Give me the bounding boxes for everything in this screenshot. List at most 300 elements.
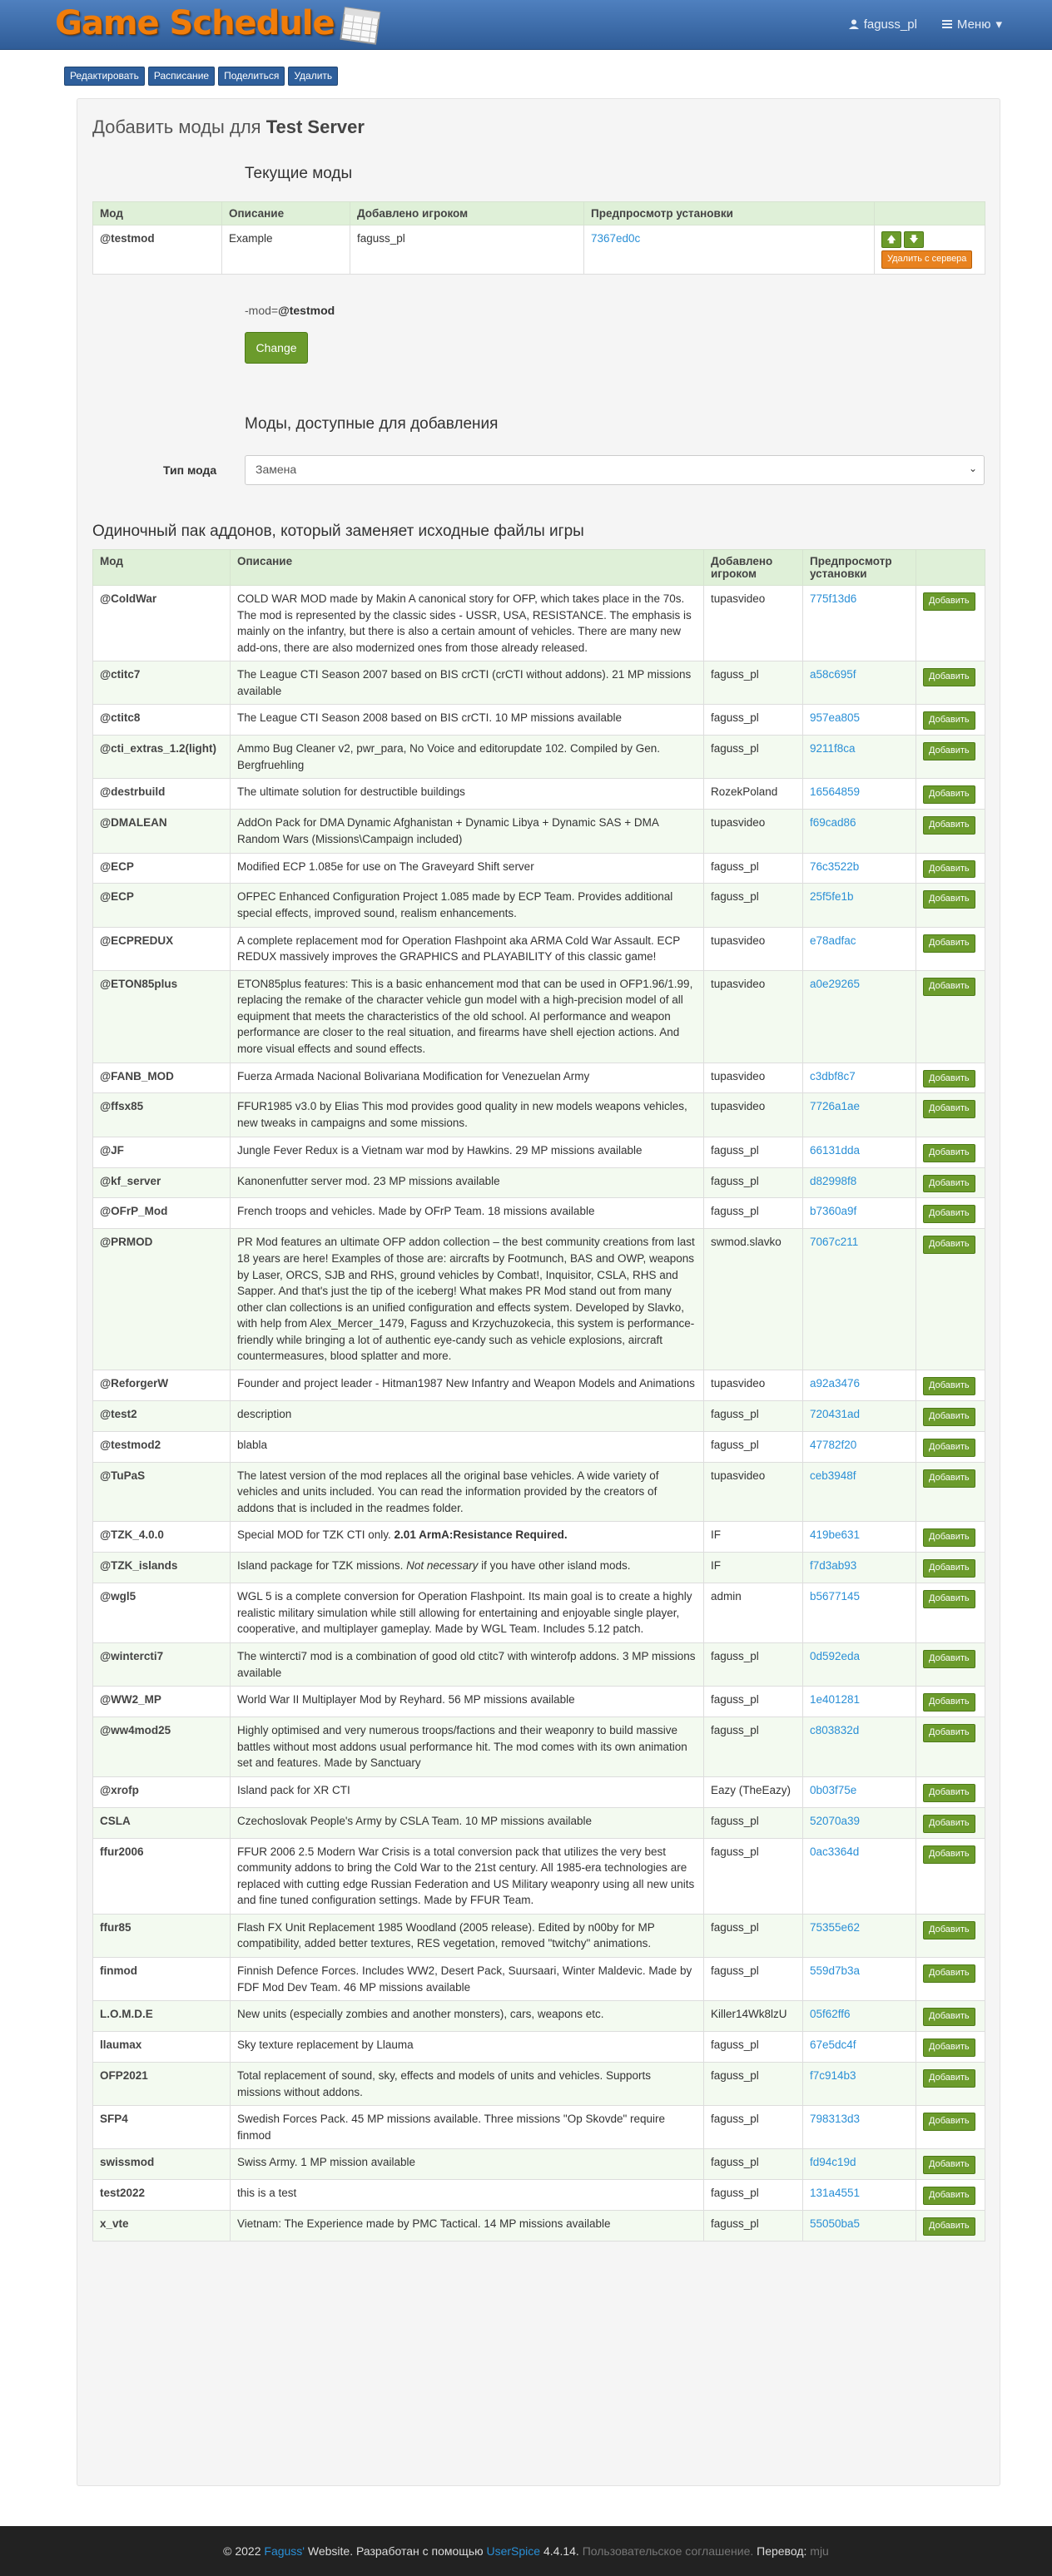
preview-cell (803, 970, 916, 1063)
add-mod-button[interactable]: Добавить (923, 978, 975, 996)
copyright-year: © 2022 (223, 2544, 261, 2558)
mod-name: @testmod2 (93, 1431, 231, 1462)
mod-description: COLD WAR MOD made by Makin A canonical story for OFP, which takes place in the 70s. The mod is represented by the classic sides - USSR, USA, RESISTANCE. The emphasis is mainly on the infantry, but there is also a certain amount of vehicles. There are many new add-ons, there are also modernized ones from those already released. (231, 586, 704, 661)
preview-link[interactable]: 775f13d6 (810, 592, 857, 605)
table-row (93, 1137, 985, 1167)
add-mod-button[interactable]: Добавить (923, 592, 975, 611)
add-mod-button[interactable]: Добавить (923, 785, 975, 804)
table-row (93, 1957, 985, 2000)
available-mods-table (92, 549, 985, 2242)
mod-name: @cti_extras_1.2(light) (93, 736, 231, 779)
actions-cell (916, 1522, 985, 1553)
add-mod-button[interactable]: Добавить (923, 1845, 975, 1864)
actions-cell (916, 1957, 985, 2000)
table-row (93, 1229, 985, 1370)
add-mod-button[interactable]: Добавить (923, 1724, 975, 1742)
move-down-button[interactable] (904, 231, 924, 248)
description-text: Island package for TZK missions. (237, 1559, 407, 1573)
preview-cell (803, 1838, 916, 1914)
table-row (93, 586, 985, 661)
menu-label: Меню (956, 17, 991, 32)
mod-name: @ctitc8 (93, 705, 231, 736)
preview-link[interactable]: 25f5fe1b (810, 890, 854, 904)
mod-description: The wintercti7 mod is a combination of good old ctitc7 with winterofp addons. 3 MP missions available (231, 1642, 704, 1686)
add-mod-button[interactable]: Добавить (923, 2069, 975, 2088)
server-toolbar (64, 67, 338, 86)
added-by: Killer14Wk8lzU (704, 2001, 803, 2032)
actions-cell (916, 2211, 985, 2242)
actions-cell (916, 1462, 985, 1522)
add-mod-button[interactable]: Добавить (923, 1175, 975, 1193)
preview-cell (803, 1583, 916, 1643)
preview-link[interactable]: d82998f8 (810, 1174, 857, 1187)
userspice-link[interactable]: UserSpice (486, 2544, 541, 2558)
preview-cell (803, 2149, 916, 2180)
preview-link[interactable]: 7726a1ae (810, 1100, 861, 1113)
actions-cell (916, 1838, 985, 1914)
mod-description: Founder and project leader - Hitman1987 New Infantry and Weapon Models and Animations (231, 1370, 704, 1400)
site-logo[interactable]: Game Schedule (55, 3, 383, 47)
added-by: tupasvideo (704, 586, 803, 661)
added-by: faguss_pl (704, 2180, 803, 2211)
add-mod-button[interactable]: Добавить (923, 1469, 975, 1488)
mod-description: FFUR1985 v3.0 by Elias This mod provides good quality in new models weapons vehicles, new tweaks in campaigns and some missions. (231, 1093, 704, 1137)
actions-cell (916, 779, 985, 810)
actions-cell (916, 853, 985, 884)
mod-name: finmod (93, 1957, 231, 2000)
add-mod-button[interactable]: Добавить (923, 1559, 975, 1578)
preview-cell (803, 661, 916, 705)
table-row (93, 779, 985, 810)
preview-link[interactable]: 66131dda (810, 1143, 861, 1157)
preview-link[interactable]: f7d3ab93 (810, 1559, 857, 1573)
preview-link[interactable]: 47782f20 (810, 1438, 857, 1451)
preview-cell (803, 1137, 916, 1167)
added-by: faguss_pl (704, 705, 803, 736)
added-by: faguss_pl (704, 1838, 803, 1914)
table-row (93, 1914, 985, 1957)
actions-cell (916, 810, 985, 853)
added-by: faguss_pl (704, 2211, 803, 2242)
mod-description: ETON85plus features: This is a basic enhancement mod that can be used in OFP1.96/1.99, replacing the remake of the character vehicle gun model with a high-precision model of all equipment that meets the characteristics of the old school. AI performance and weapon performance are closer to the real situation, and firearms have shell ejection actions. And more visual effects and sound effects. (231, 970, 704, 1063)
mod-description: OFPEC Enhanced Configuration Project 1.085 made by ECP Team. Provides additional special effects, improved sound, realism enhancements. (231, 884, 704, 927)
add-mod-button[interactable]: Добавить (923, 2113, 975, 2131)
actions-cell (916, 1583, 985, 1643)
mod-description: World War II Multiplayer Mod by Reyhard. 56 MP missions available (231, 1687, 704, 1717)
preview-link[interactable]: 52070a39 (810, 1814, 861, 1827)
added-by: tupasvideo (704, 927, 803, 970)
mod-name: x_vte (93, 2211, 231, 2242)
mod-description: FFUR 2006 2.5 Modern War Crisis is a total conversion pack that utilizes the very best community addons to bring the Cold War to the 21st century. All 1985-era technologies are replaced with cutting edge Russian Federation and US Military weaponry using all new units and fine tuned configuration settings. Made by FFUR Team. (231, 1838, 704, 1914)
preview-cell (803, 1914, 916, 1957)
mod-name: @OFrP_Mod (93, 1198, 231, 1229)
mod-description: A complete replacement mod for Operation Flashpoint aka ARMA Cold War Assault. ECP REDUX massively improves the GRAPHICS and PLAYABILITY of this classic game! (231, 927, 704, 970)
add-mod-button[interactable]: Добавить (923, 1784, 975, 1802)
preview-link[interactable]: 1e401281 (810, 1693, 861, 1707)
mod-name: test2022 (93, 2180, 231, 2211)
mod-name: @ColdWar (93, 586, 231, 661)
preview-cell (803, 2180, 916, 2211)
preview-link[interactable]: 0ac3364d (810, 1845, 860, 1858)
add-mod-button[interactable]: Добавить (923, 2008, 975, 2026)
mod-description: WGL 5 is a complete conversion for Operation Flashpoint. Its main goal is to create a highly realistic military simulation while still allowing for entertaining and enjoyable single player, cooperative, and multiplayer gameplay. Made by WGL Team. Includes 5.12 patch. (231, 1583, 704, 1643)
added-by: faguss_pl (704, 1400, 803, 1431)
table-row (93, 1807, 985, 1838)
chevron-down-icon: ⌄ (968, 463, 977, 474)
added-by: tupasvideo (704, 1093, 803, 1137)
mod-description: PR Mod features an ultimate OFP addon collection – the best community creations from last 18 years are here! Examples of those are: aircrafts by Footmunch, BAS and OWP, weapons by Laser, ORCS, SJB and RHS, ground vehicles by Combat!, Inquisitor, CSLA, RHS and Sapper. And that's just the tip of the iceberg! What makes PR Mod stand out from many other clan collections is an unified configuration and effects system. Developed by Slavko, with help from Alex_Mercer_1479, Faguss and Krzychuzokecia, this system is performance-friendly while bringing a lot of authentic eye-candy such as vehicle explosions, aircraft countermeasures, blood splatter and more. (231, 1229, 704, 1370)
mod-description (231, 1553, 704, 1583)
preview-link[interactable]: 16564859 (810, 785, 861, 799)
actions-cell (916, 586, 985, 661)
mod-description: The League CTI Season 2008 based on BIS crCTI. 10 MP missions available (231, 705, 704, 736)
preview-cell (803, 1687, 916, 1717)
table-row (93, 2211, 985, 2242)
add-mod-button[interactable]: Добавить (923, 816, 975, 835)
added-by: admin (704, 1583, 803, 1643)
add-mod-button[interactable]: Добавить (923, 2039, 975, 2057)
mod-name: @ECP (93, 884, 231, 927)
current-mods-table (92, 201, 985, 275)
mod-description: Total replacement of sound, sky, effects and models of units and vehicles. Supports missions without addons. (231, 2062, 704, 2105)
preview-cell (803, 2001, 916, 2032)
footer-text: Website. Разработан с помощью (307, 2544, 484, 2558)
preview-cell (803, 1553, 916, 1583)
preview-cell (803, 1807, 916, 1838)
added-by: faguss_pl (704, 853, 803, 884)
mod-description: Island pack for XR CTI (231, 1776, 704, 1807)
mod-name: @TuPaS (93, 1462, 231, 1522)
table-row (93, 853, 985, 884)
add-mod-button[interactable]: Добавить (923, 890, 975, 909)
add-mod-button[interactable]: Добавить (923, 2187, 975, 2205)
mod-name: OFP2021 (93, 2062, 231, 2105)
mod-name: @kf_server (93, 1167, 231, 1198)
mod-description: Finnish Defence Forces. Includes WW2, Desert Pack, Suursaari, Winter Maldevic. Made by FDF Mod Dev Team. 46 MP missions available (231, 1957, 704, 2000)
mod-description: Example (222, 225, 350, 275)
add-mod-button[interactable]: Добавить (923, 1144, 975, 1162)
preview-cell (803, 1462, 916, 1522)
mod-name: @ctitc7 (93, 661, 231, 705)
table-row (93, 1370, 985, 1400)
actions-cell (916, 1776, 985, 1807)
actions-cell (916, 1400, 985, 1431)
preview-link[interactable]: 7367ed0c (591, 232, 641, 245)
table-row (93, 970, 985, 1063)
preview-link[interactable]: 7067c211 (810, 1236, 859, 1249)
addon-pack-heading: Одиночный пак аддонов, который заменяет исходные файлы игры (92, 523, 584, 540)
actions-cell (916, 736, 985, 779)
preview-cell (803, 1167, 916, 1198)
mod-description: The ultimate solution for destructible buildings (231, 779, 704, 810)
preview-link[interactable]: e78adfac (810, 934, 856, 947)
preview-link[interactable]: a0e29265 (810, 977, 861, 990)
table-row (93, 2106, 985, 2149)
preview-link[interactable]: 9211f8ca (810, 742, 856, 755)
table-row (93, 1583, 985, 1643)
mod-name: @xrofp (93, 1776, 231, 1807)
add-mod-button[interactable]: Добавить (923, 711, 975, 730)
preview-cell (584, 225, 875, 275)
user-menu[interactable] (849, 17, 917, 32)
translate-label: Перевод: (757, 2544, 807, 2558)
actions-cell (916, 927, 985, 970)
column-header: Мод (93, 550, 231, 586)
edit-button[interactable]: Редактировать (64, 67, 145, 86)
added-by: RozekPoland (704, 779, 803, 810)
preview-cell (803, 1957, 916, 2000)
actions-cell (916, 2001, 985, 2032)
preview-cell (803, 2062, 916, 2105)
mod-description: The League CTI Season 2007 based on BIS crCTI (crCTI without addons). 21 MP missions available (231, 661, 704, 705)
added-by: faguss_pl (704, 1167, 803, 1198)
preview-cell (803, 1198, 916, 1229)
added-by: faguss_pl (704, 2149, 803, 2180)
footer (0, 2526, 1052, 2576)
table-row (93, 810, 985, 853)
preview-link[interactable]: b7360a9f (810, 1205, 857, 1218)
preview-link[interactable]: c803832d (810, 1724, 860, 1736)
owner-link[interactable]: Faguss' (264, 2544, 305, 2558)
description-emphasis: Not necessary (406, 1559, 479, 1573)
mod-name: @ECPREDUX (93, 927, 231, 970)
actions-cell (916, 1093, 985, 1137)
preview-link[interactable]: b5677145 (810, 1590, 861, 1603)
mod-name: @ETON85plus (93, 970, 231, 1063)
preview-cell (803, 1370, 916, 1400)
added-by: swmod.slavko (704, 1229, 803, 1370)
preview-cell (803, 586, 916, 661)
preview-link[interactable]: 419be631 (810, 1528, 861, 1542)
mod-name: @TZK_islands (93, 1553, 231, 1583)
mod-description: Flash FX Unit Replacement 1985 Woodland (2005 release). Edited by n00by for MP compatibility, added better textures, RES vegetation, removed "twitchy" animations. (231, 1914, 704, 1957)
mod-description (231, 1522, 704, 1553)
mod-type-select[interactable]: Замена ⌄ (245, 455, 985, 485)
table-row (93, 1553, 985, 1583)
preview-cell (803, 779, 916, 810)
added-by: faguss_pl (704, 736, 803, 779)
mod-name: @ECP (93, 853, 231, 884)
added-by: faguss_pl (704, 661, 803, 705)
add-mod-button[interactable]: Добавить (923, 1650, 975, 1668)
add-mod-button[interactable]: Добавить (923, 1590, 975, 1608)
added-by: faguss_pl (704, 1957, 803, 2000)
available-mods-heading: Моды, доступные для добавления (245, 415, 499, 433)
terms-link[interactable]: Пользовательское соглашение. (582, 2544, 754, 2558)
actions-cell (916, 661, 985, 705)
table-row (93, 2032, 985, 2063)
caret-down-icon: ▾ (995, 17, 1002, 32)
column-header: Добавлено игроком (350, 202, 584, 225)
table-row (93, 1687, 985, 1717)
mod-description: Jungle Fever Redux is a Vietnam war mod by Hawkins. 29 MP missions available (231, 1137, 704, 1167)
mod-description: Fuerza Armada Nacional Bolivariana Modification for Venezuelan Army (231, 1063, 704, 1093)
actions-cell (916, 1642, 985, 1686)
add-mod-button[interactable]: Добавить (923, 1070, 975, 1088)
mod-name: @TZK_4.0.0 (93, 1522, 231, 1553)
preview-link[interactable]: 720431ad (810, 1407, 861, 1420)
mod-name: ffur85 (93, 1914, 231, 1957)
preview-link[interactable]: 76c3522b (810, 859, 860, 873)
preview-link[interactable]: f7c914b3 (810, 2068, 856, 2082)
add-mod-button[interactable]: Добавить (923, 1439, 975, 1457)
mod-name: @wgl5 (93, 1583, 231, 1643)
added-by: faguss_pl (704, 2106, 803, 2149)
mod-name: llaumax (93, 2032, 231, 2063)
added-by: tupasvideo (704, 970, 803, 1063)
actions-cell (916, 2062, 985, 2105)
table-row (93, 2149, 985, 2180)
mod-description: Vietnam: The Experience made by PMC Tactical. 14 MP missions available (231, 2211, 704, 2242)
table-row (93, 661, 985, 705)
mod-name: @testmod (93, 225, 222, 275)
mod-description: description (231, 1400, 704, 1431)
share-button[interactable]: Поделиться (218, 67, 285, 86)
add-mod-button[interactable]: Добавить (923, 1693, 975, 1712)
preview-cell (803, 2032, 916, 2063)
table-row (93, 1462, 985, 1522)
preview-link[interactable]: 957ea805 (810, 711, 861, 725)
mod-name: CSLA (93, 1807, 231, 1838)
added-by: faguss_pl (704, 1914, 803, 1957)
added-by: faguss_pl (350, 225, 584, 275)
remove-from-server-button[interactable]: Удалить с сервера (881, 250, 972, 269)
add-mod-button[interactable]: Добавить (923, 1205, 975, 1223)
table-row (93, 1431, 985, 1462)
mod-name: @DMALEAN (93, 810, 231, 853)
actions-cell (916, 970, 985, 1063)
mod-description: this is a test (231, 2180, 704, 2211)
preview-link[interactable]: a58c695f (810, 668, 856, 681)
preview-link[interactable]: ceb3948f (810, 1469, 856, 1482)
preview-link[interactable]: c3dbf8c7 (810, 1069, 856, 1082)
main-menu[interactable] (942, 17, 1002, 32)
preview-cell (803, 853, 916, 884)
preview-cell (803, 2106, 916, 2149)
add-mod-button[interactable]: Добавить (923, 934, 975, 953)
change-button[interactable]: Change (245, 332, 308, 364)
actions-cell (916, 1063, 985, 1093)
table-row (93, 1167, 985, 1198)
schedule-button[interactable]: Расписание (148, 67, 215, 86)
actions-cell (916, 1807, 985, 1838)
add-mod-button[interactable]: Добавить (923, 2217, 975, 2236)
preview-link[interactable]: 05f62ff6 (810, 2008, 851, 2021)
add-mod-button[interactable]: Добавить (923, 1964, 975, 1983)
add-mod-button[interactable]: Добавить (923, 668, 975, 686)
actions-cell (916, 2106, 985, 2149)
preview-link[interactable]: 131a4551 (810, 2187, 861, 2200)
add-mod-button[interactable]: Добавить (923, 1236, 975, 1254)
preview-link[interactable]: 0b03f75e (810, 1783, 857, 1796)
mod-description: Modified ECP 1.085e for use on The Graveyard Shift server (231, 853, 704, 884)
mod-name: @test2 (93, 1400, 231, 1431)
add-mod-button[interactable]: Добавить (923, 742, 975, 760)
preview-cell (803, 1431, 916, 1462)
add-mod-button[interactable]: Добавить (923, 860, 975, 879)
preview-link[interactable]: 55050ba5 (810, 2217, 861, 2231)
mod-name: @wintercti7 (93, 1642, 231, 1686)
preview-cell (803, 1717, 916, 1777)
mod-name: @ffsx85 (93, 1093, 231, 1137)
added-by: faguss_pl (704, 1642, 803, 1686)
mod-name: @JF (93, 1137, 231, 1167)
preview-cell (803, 1400, 916, 1431)
actions-cell (916, 1553, 985, 1583)
navbar (0, 0, 1052, 50)
preview-link[interactable]: a92a3476 (810, 1376, 861, 1390)
table-row (93, 1400, 985, 1431)
delete-button[interactable]: Удалить (288, 67, 338, 86)
preview-link[interactable]: 798313d3 (810, 2113, 861, 2126)
table-row (93, 1522, 985, 1553)
added-by: faguss_pl (704, 2062, 803, 2105)
move-up-button[interactable] (881, 231, 901, 248)
added-by: tupasvideo (704, 1063, 803, 1093)
table-row (93, 2001, 985, 2032)
mod-description: The latest version of the mod replaces all the original base vehicles. A wide variety of vehicles and units included. You can read the information provided by the creators of addons that is included in the readmes folder. (231, 1462, 704, 1522)
preview-link[interactable]: 559d7b3a (810, 1964, 861, 1977)
actions-cell (916, 1229, 985, 1370)
column-header: Добавлено игроком (704, 550, 803, 586)
version-text: 4.4.14. (543, 2544, 579, 2558)
add-mod-button[interactable]: Добавить (923, 1408, 975, 1426)
mod-description: Ammo Bug Cleaner v2, pwr_para, No Voice and editorupdate 102. Compiled by Gen. Bergfruehling (231, 736, 704, 779)
preview-link[interactable]: 67e5dc4f (810, 2039, 856, 2051)
preview-link[interactable]: f69cad86 (810, 816, 856, 830)
preview-cell (803, 1522, 916, 1553)
add-mod-button[interactable]: Добавить (923, 1815, 975, 1833)
mod-name: @PRMOD (93, 1229, 231, 1370)
mod-name: @WW2_MP (93, 1687, 231, 1717)
table-row (93, 225, 985, 275)
table-row (93, 1198, 985, 1229)
add-mod-button[interactable]: Добавить (923, 2156, 975, 2174)
add-mod-button[interactable]: Добавить (923, 1377, 975, 1395)
preview-link[interactable]: 0d592eda (810, 1649, 861, 1662)
actions-cell (916, 2149, 985, 2180)
actions-cell (916, 705, 985, 736)
column-header (875, 202, 985, 225)
mod-description: Highly optimised and very numerous troops/factions and their weaponry to build massive battles without most addons usual performance hit. The mod comes with its own animation set and features. Made by Sanctuary (231, 1717, 704, 1777)
mod-name: @ReforgerW (93, 1370, 231, 1400)
added-by: faguss_pl (704, 884, 803, 927)
mod-name: ffur2006 (93, 1838, 231, 1914)
mod-description: New units (especially zombies and another monsters), cars, weapons etc. (231, 2001, 704, 2032)
mod-type-label: Тип мода (163, 463, 217, 477)
calendar-icon (340, 3, 383, 47)
arrow-up-icon: 🡅 (886, 235, 896, 245)
preview-link[interactable]: fd94c19d (810, 2156, 856, 2169)
mod-name: @FANB_MOD (93, 1063, 231, 1093)
preview-link[interactable]: 75355e62 (810, 1920, 861, 1934)
table-row (93, 705, 985, 736)
description-text: Special MOD for TZK CTI only. (237, 1528, 394, 1542)
add-mod-button[interactable]: Добавить (923, 1100, 975, 1118)
preview-cell (803, 810, 916, 853)
column-header: Описание (231, 550, 704, 586)
added-by: faguss_pl (704, 1717, 803, 1777)
mod-name: SFP4 (93, 2106, 231, 2149)
user-icon (849, 19, 859, 29)
table-row (93, 927, 985, 970)
add-mod-button[interactable]: Добавить (923, 1528, 975, 1547)
mod-name: @destrbuild (93, 779, 231, 810)
actions-cell (916, 1370, 985, 1400)
add-mod-button[interactable]: Добавить (923, 1921, 975, 1939)
translator-link[interactable]: mju (810, 2544, 829, 2558)
added-by: faguss_pl (704, 1431, 803, 1462)
